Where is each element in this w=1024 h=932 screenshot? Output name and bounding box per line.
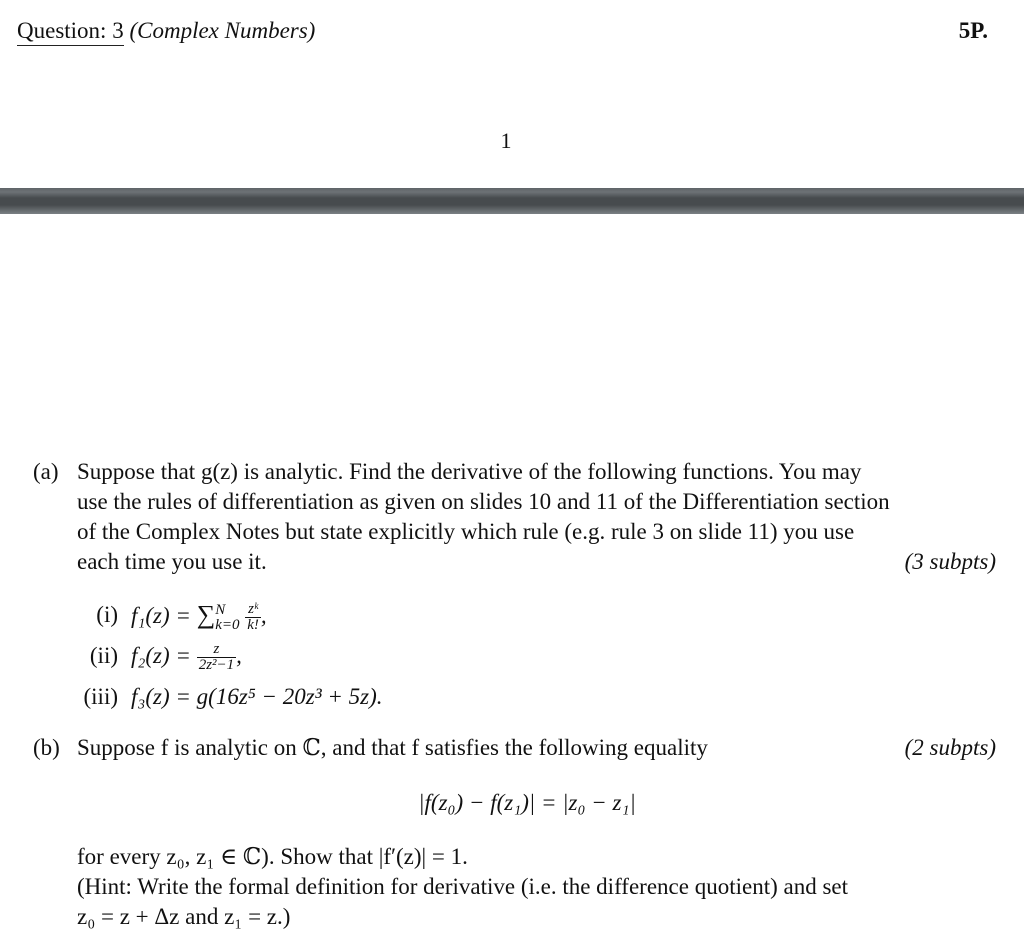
- question-label: Question: 3: [17, 18, 124, 46]
- question-header: [17, 18, 315, 44]
- part-b-label: (b): [33, 735, 60, 760]
- item-ii-expr: [131, 641, 242, 673]
- question-topic: (Complex Numbers): [129, 18, 316, 43]
- part-a-label: (a): [33, 459, 59, 484]
- item-ii-numerator: z: [197, 642, 236, 658]
- item-i-expr: [131, 600, 267, 633]
- item-i-denominator: k!: [247, 617, 259, 634]
- part-a-line-3: of the Complex Notes but state explicitly which rule (e.g. rule 3 on slide 11) you use: [77, 519, 855, 544]
- part-b-first-line: [77, 733, 996, 763]
- page-divider: [0, 188, 1024, 214]
- part-b-subpoints: (2 subpts): [904, 735, 996, 760]
- item-i-numerator: zᵏ: [245, 602, 261, 618]
- part-b-followup: [77, 842, 996, 932]
- item-ii-fraction: [197, 642, 236, 673]
- item-i-fraction: [245, 602, 261, 633]
- item-i-lhs: f₁(z) =: [131, 603, 197, 628]
- item-iii-expr: f₃(z) = g(16z⁵ − 20z³ + 5z).: [131, 684, 383, 709]
- part-a-line-2: use the rules of differentiation as given on slides 10 and 11 of the Differentiation section: [77, 489, 890, 514]
- item-ii-tail: ,: [236, 643, 242, 668]
- part-b-hint-line-2: z₀ = z + Δz and z₁ = z.): [77, 904, 291, 929]
- item-iii-label: (iii): [83, 684, 118, 709]
- item-ii: [0, 641, 600, 681]
- item-ii-denominator: 2z²−1: [198, 657, 235, 674]
- item-i: [0, 600, 600, 640]
- sum-symbol: ∑: [196, 600, 216, 629]
- item-iii: [0, 682, 600, 714]
- sum-limits: [215, 603, 239, 633]
- item-i-label: (i): [96, 602, 118, 627]
- item-ii-lhs: f₂(z) =: [131, 643, 197, 668]
- part-b-line-after: for every z₀, z₁ ∈ ℂ). Show that |f′(z)| = 1.: [77, 844, 468, 869]
- part-a-line-4-text: each time you use it.: [77, 549, 267, 574]
- part-a-line-4: [77, 547, 996, 577]
- item-ii-label: (ii): [89, 643, 118, 668]
- page-number: 1: [500, 128, 512, 153]
- question-points: 5P.: [958, 18, 988, 43]
- sum-upper: N: [215, 601, 226, 618]
- part-a-subpoints: (3 subpts): [904, 549, 996, 574]
- part-b-hint-line-1: (Hint: Write the formal definition for derivative (i.e. the difference quotient) and set: [77, 874, 849, 899]
- part-b-equation: |f(z₀) − f(z₁)| = |z₀ − z₁|: [418, 790, 636, 815]
- part-a-text: [77, 457, 996, 577]
- sum-lower: k=0: [215, 616, 240, 633]
- item-i-tail: ,: [260, 603, 267, 628]
- part-a-line-1: Suppose that g(z) is analytic. Find the derivative of the following functions. You may: [77, 459, 862, 484]
- part-b-text: Suppose f is analytic on ℂ, and that f satisfies the following equality: [77, 735, 708, 760]
